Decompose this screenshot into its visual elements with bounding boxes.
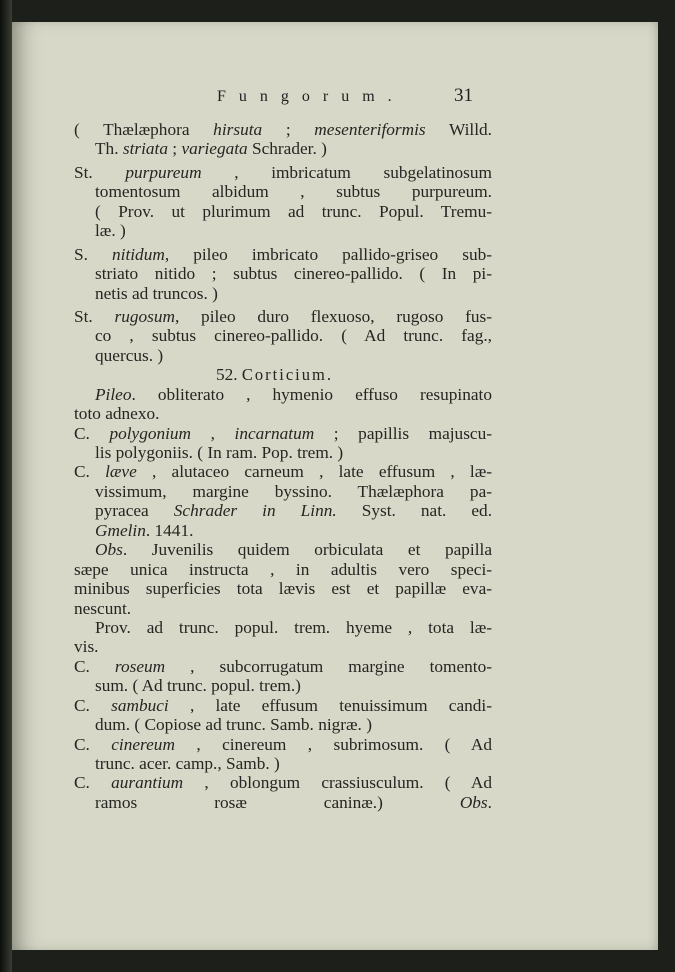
text-line: St. purpureum , imbricatum subgelatinosum [74,162,492,182]
text-line: C. aurantium , oblongum crassiusculum. ( Ad [74,773,492,793]
body-text [74,120,492,812]
page-number: 31 [454,85,473,106]
text-line: sum. ( Ad trunc. popul. trem.) [95,676,301,696]
text-line: sæpe unica instructa , in adultis vero speci- [74,559,492,579]
text-line: vissimum, margine byssino. Thælæphora pa- [95,481,492,501]
text-line: striato nitido ; subtus cinereo-pallido. ( In pi- [95,264,492,284]
text-line: toto adnexo. [74,404,160,424]
text-line: ( Thælæphora hirsuta ; mesenteriformis Willd. [74,120,492,139]
running-title: F u n g o r u m . [217,88,397,105]
book-spine-shadow [0,0,12,972]
text-line: co , subtus cinereo-pallido. ( Ad trunc. fag., [95,326,492,346]
text-line: nescunt. [74,598,132,618]
text-line: St. rugosum, pileo duro flexuoso, rugoso fus- [74,306,492,326]
text-line: læ. ) [95,221,126,241]
text-line: lis polygoniis. ( In ram. Pop. trem. ) [95,443,344,462]
text-line: dum. ( Copiose ad trunc. Samb. nigræ. ) [95,715,372,735]
text-line: Th. striata ; variegata Schrader. ) [95,139,327,159]
text-line: C. polygonium , incarnatum ; papillis majuscu- [74,423,492,443]
text-line: minibus superficies tota lævis est et papillæ eva- [74,579,492,599]
text-line: tomentosum albidum , subtus purpureum. [95,182,492,202]
text-line: Pileo. obliterato , hymenio effuso resupinato [95,384,492,404]
text-line: C. læve , alutaceo carneum , late effusum , læ- [74,462,493,482]
text-line: ( Prov. ut plurimum ad trunc. Popul. Tremu- [95,201,492,221]
text-line: C. sambuci , late effusum tenuissimum candi- [74,695,492,715]
page-header [12,85,658,114]
text-line: C. cinereum , cinereum , subrimosum. ( Ad [74,734,492,754]
text-line: quercus. ) [95,345,164,365]
text-line: trunc. acer. camp., Samb. ) [95,754,280,773]
section-heading: 52. Corticium. [216,365,333,385]
text-line: pyracea Schrader in Linn. Syst. nat. ed. [95,501,493,521]
text-line: vis. [74,637,99,657]
text-line: netis ad truncos. ) [95,283,218,303]
text-line: C. roseum , subcorrugatum margine tomento- [74,656,492,676]
text-line: Prov. ad trunc. popul. trem. hyeme , tota læ- [95,617,492,637]
text-line: S. nitidum, pileo imbricato pallido-griseo sub- [74,244,492,264]
book-page [12,22,658,950]
text-line: ramos rosæ caninæ.) Obs. [95,792,492,812]
text-line: Gmelin. 1441. [95,520,194,540]
text-line: Obs. Juvenilis quidem orbiculata et papilla [95,540,492,560]
